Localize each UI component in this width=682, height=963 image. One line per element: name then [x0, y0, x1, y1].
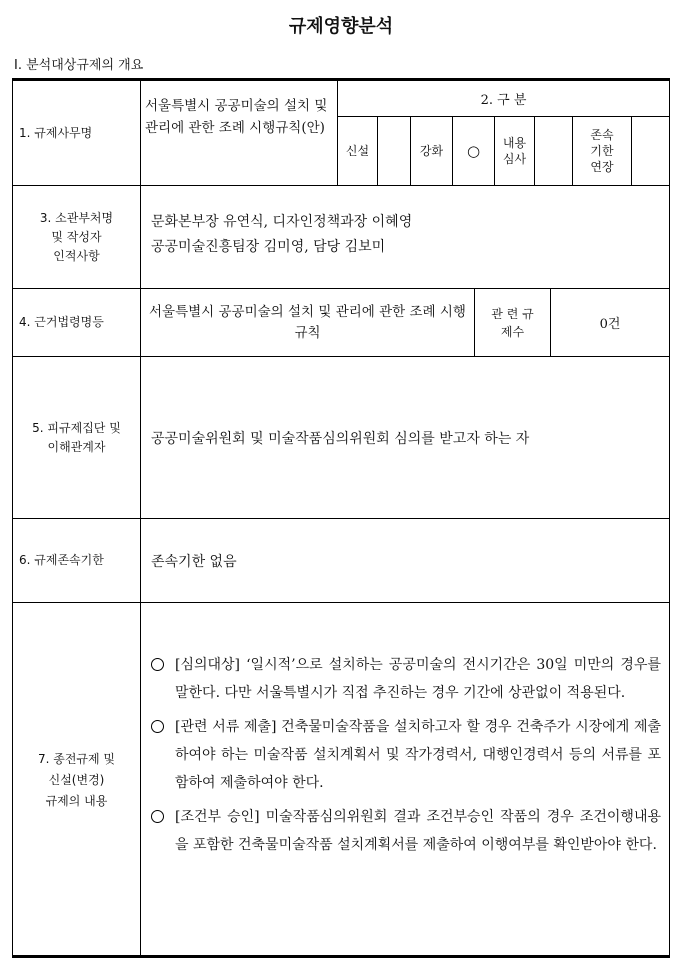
legal-basis-value: 서울특별시 공공미술의 설치 및 관리에 관한 조례 시행규칙: [141, 289, 475, 356]
row-regulation-name: [13, 81, 669, 186]
list-item: [관련 서류 제출] 건축물미술작품을 설치하고자 할 경우 건축주가 시장에게 제출하여야 하는 미술작품 설치계획서 및 작가경력서, 대행인경력서 등의 서류를 포함하여 제출하여야 한다.: [141, 713, 669, 797]
content-regulated-group: [141, 357, 669, 518]
document-title: 규제영향분석: [288, 16, 394, 37]
label-duration: 6. 규제존속기한: [13, 519, 141, 602]
bullet-circle-icon: [151, 720, 164, 733]
category-strengthen-mark: ○: [453, 117, 495, 185]
category-new-label: 신설: [338, 117, 378, 185]
list-item: [심의대상] ‘일시적’으로 설치하는 공공미술의 전시기간은 30일 미만의 경우를 말한다. 다만 서울특별시가 직접 추진하는 경우 기간에 상관없이 적용된다.: [141, 651, 669, 707]
duration-value: 존속기한 없음: [151, 553, 237, 570]
content-department: [141, 186, 669, 288]
content-legal-basis: [141, 289, 669, 356]
label-regulated-group: 5. 피규제집단 및 이해관계자: [13, 357, 141, 518]
row-department: [13, 186, 669, 289]
category-review-label: 내용심사: [495, 117, 535, 185]
label-regulation-name: 1. 규제사무명: [13, 81, 141, 185]
regulated-group-value: 공공미술위원회 및 미술작품심의위원회 심의를 받고자 하는 자: [151, 430, 530, 447]
related-regulations-count: 0건: [599, 317, 621, 332]
row-regulation-content: [13, 603, 669, 958]
row-regulated-group: [13, 357, 669, 519]
bullet-circle-icon: [151, 810, 164, 823]
category-new-mark: [378, 117, 411, 185]
bullet-circle-icon: [151, 658, 164, 671]
category-header: 2. 구 분: [338, 81, 669, 117]
category-extension-label: 존속기한연장: [573, 117, 632, 185]
department-line-2: 공공미술진흥팀장 김미영, 담당 김보미: [151, 239, 386, 255]
category-strengthen-label: 강화: [411, 117, 453, 185]
list-item: [조건부 승인] 미술작품심의위원회 결과 조건부승인 작품의 경우 조건이행내용을 포함한 건축물미술작품 설치계획서를 제출하여 이행여부를 확인받아야 한다.: [141, 803, 669, 859]
department-line-1: 문화본부장 유연식, 디자인정책과장 이혜영: [151, 214, 413, 230]
label-department: 3. 소관부처명 및 작성자 인적사항: [13, 186, 141, 288]
label-regulation-content: 7. 종전규제 및 신설(변경) 규제의 내용: [13, 603, 141, 958]
row-duration: [13, 519, 669, 603]
label-legal-basis: 4. 근거법령명등: [13, 289, 141, 356]
regulation-name-value: 서울특별시 공공미술의 설치 및 관리에 관한 조례 시행규칙(안): [141, 81, 338, 185]
content-duration: [141, 519, 669, 602]
category-extension-mark: [632, 117, 669, 185]
content-regulation-items: [141, 603, 669, 958]
category-grid: [338, 117, 669, 185]
section-heading: Ⅰ. 분석대상규제의 개요: [14, 58, 144, 73]
related-regulations-label: 관 련 규제수: [475, 289, 551, 356]
row-legal-basis: [13, 289, 669, 357]
regulation-overview-table: [12, 78, 670, 958]
content-regulation-name: [141, 81, 669, 185]
category-review-mark: [535, 117, 573, 185]
